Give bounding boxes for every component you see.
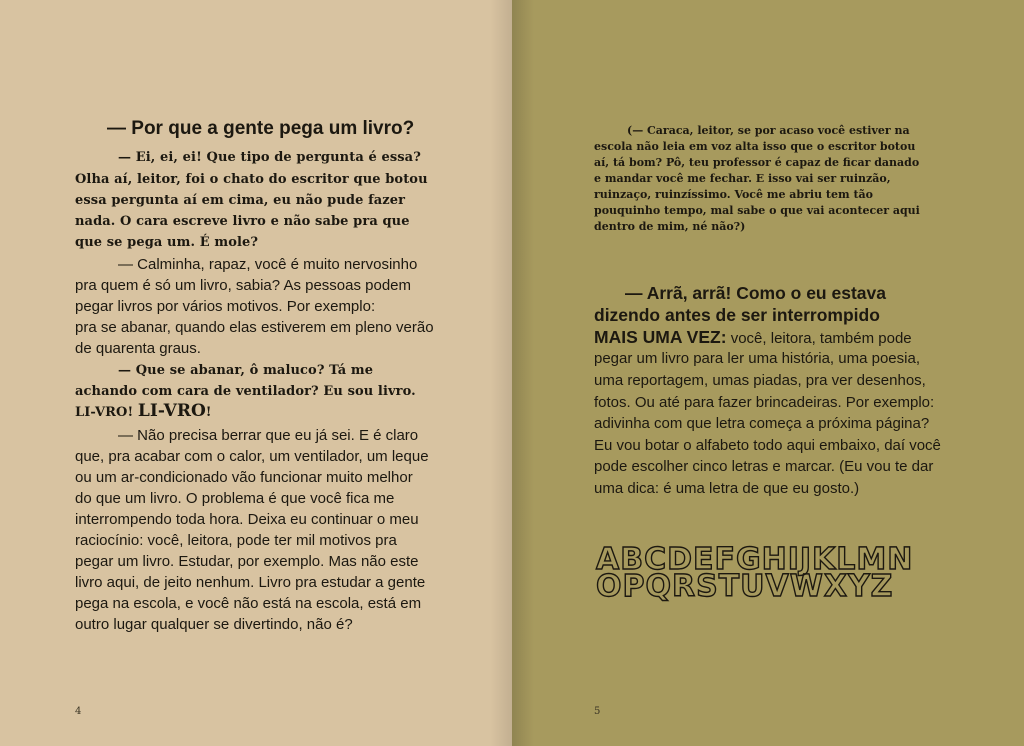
text-line: de quarenta graus. [75, 340, 201, 357]
text-line: nada. O cara escreve livro e não sabe pra que [75, 214, 410, 229]
text-line: interrompendo toda hora. Deixa eu continuar o meu [75, 511, 419, 528]
aside-line: ruinzaço, ruinzíssimo. Você me abriu tem tão [594, 188, 874, 201]
text-line: ou um ar-condicionado vão funcionar muito melhor [75, 469, 413, 486]
alphabet-row-2: OPQRSTUVWXYZ [596, 569, 894, 604]
text-line: pegar livros por vários motivos. Por exemplo: [75, 298, 376, 315]
aside-line: e mandar você me fechar. E isso vai ser ruinzão, [594, 172, 891, 185]
text-line: raciocínio: você, leitora, pode ter mil motivos pra [75, 532, 397, 549]
text-line: achando com cara de ventilador? Eu sou livro. [75, 384, 416, 399]
aside-line: aí, tá bom? Pô, teu professor é capaz de ficar danado [594, 156, 920, 169]
text-line: — Que se abanar, ô maluco? Tá me [118, 363, 374, 378]
page-gutter-shadow [490, 0, 512, 746]
text-line: pra quem é só um livro, sabia? As pessoas podem [75, 277, 412, 294]
text-line: que se pega um. É mole? [75, 235, 259, 250]
text-line: que, pra acabar com o calor, um ventilador, um leque [75, 448, 429, 465]
caps-phrase: MAIS UMA VEZ: [594, 327, 727, 347]
right-page [512, 0, 1024, 746]
text-line: — Ei, ei, ei! Que tipo de pergunta é essa? [118, 150, 421, 165]
page-number: 5 [594, 706, 601, 717]
text-line: uma reportagem, umas piadas, pra ver desenhos, [594, 372, 926, 389]
text-line: pegar um livro. Estudar, por exemplo. Mas não este [75, 553, 419, 570]
alphabet-row-1: ABCDEFGHIJKLMN [596, 542, 914, 577]
shout-small: LI-VRO! [75, 405, 138, 420]
shout-big: LI-VRO [137, 401, 206, 421]
text-line: essa pergunta aí em cima, eu não pude fazer [75, 193, 406, 208]
chapter-question: — Por que a gente pega um livro? [107, 118, 415, 139]
text-line: Olha aí, leitor, foi o chato do escritor que botou [75, 172, 428, 187]
aside-line: pouquinho tempo, mal sabe o que vai acontecer aqui [594, 204, 920, 217]
text-line: Eu vou botar o alfabeto todo aqui embaixo, daí você [594, 437, 941, 454]
text-line: pra se abanar, quando elas estiverem em pleno verão [75, 319, 434, 336]
text-line: adivinha com que letra começa a próxima página? [594, 415, 930, 432]
caps-rest: você, leitora, também pode [726, 330, 912, 347]
text-line: fotos. Ou até para fazer brincadeiras. Por exemplo: [594, 394, 935, 411]
text-line: uma dica: é uma letra de que eu gosto.) [594, 480, 860, 497]
aside-line: (— Caraca, leitor, se por acaso você estiver na [627, 124, 910, 137]
aside-line: escola não leia em voz alta isso que o escritor botou [594, 140, 916, 153]
text-line: do que um livro. O problema é que você fica me [75, 490, 395, 507]
text-line [75, 401, 212, 421]
text-line: pode escolher cinco letras e marcar. (Eu vou te dar [594, 458, 934, 475]
page-gutter-shadow [512, 0, 534, 746]
text-line [594, 327, 912, 348]
text-line: pega na escola, e você não está na escola, está em [75, 595, 422, 612]
page-number: 4 [75, 706, 82, 717]
aside-line: dentro de mim, né não?) [594, 220, 746, 233]
text-line: pegar um livro para ler uma história, uma poesia, [594, 350, 920, 367]
text-line: outro lugar qualquer se divertindo, não é? [75, 616, 353, 633]
text-line: — Calminha, rapaz, você é muito nervosinho [118, 256, 418, 273]
heading-line: dizendo antes de ser interrompido [594, 305, 880, 325]
heading-line: — Arrã, arrã! Como o eu estava [625, 283, 886, 303]
text-line: — Não precisa berrar que eu já sei. E é claro [118, 427, 419, 444]
text-line: livro aqui, de jeito nenhum. Livro pra estudar a gente [75, 574, 426, 591]
shout-mark: ! [205, 405, 212, 420]
